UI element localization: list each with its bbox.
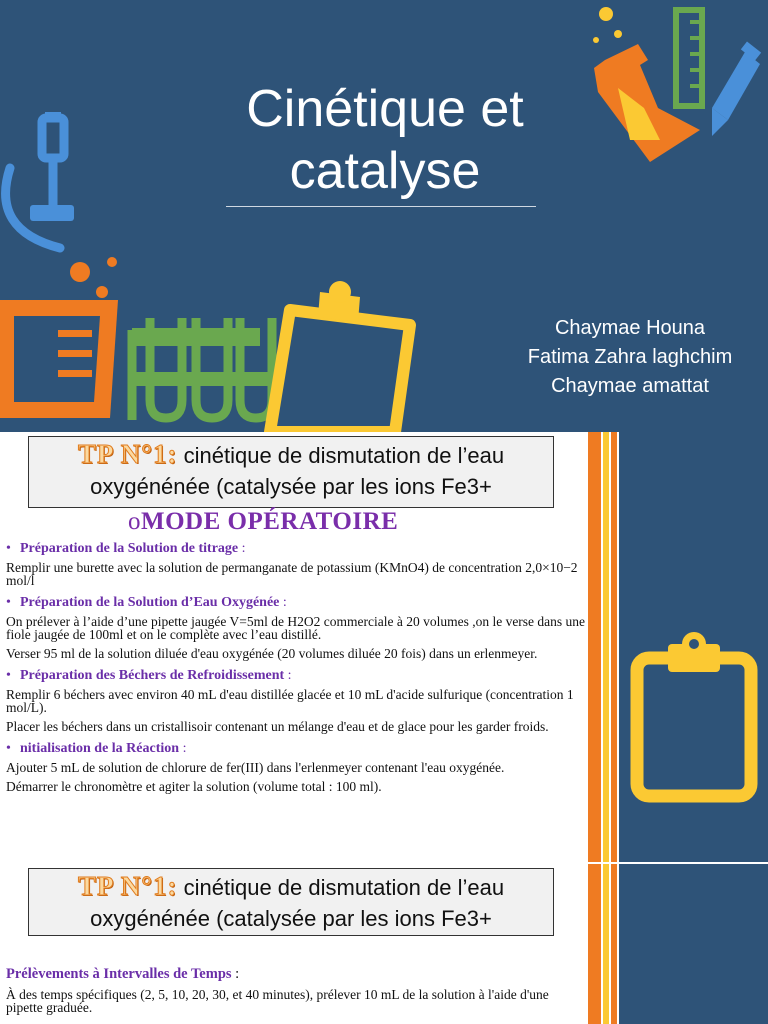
section-paragraph: Placer les béchers dans un cristallisoir contenant un mélange d'eau et de glace pour les garder froids. [6, 719, 549, 734]
section-heading-text: Prélèvements à Intervalles de Temps [6, 966, 232, 982]
tp-ion: Fe3+ [441, 474, 492, 499]
section-heading-text: Préparation de la Solution de titrage [20, 541, 239, 556]
tp-number: TP N°1: [77, 871, 178, 901]
clipboard-icon [588, 432, 768, 862]
section-paragraph: On prélever à l’aide d’une pipette jaugée V=5ml de H2O2 commerciale à 20 volumes ,on le verse dans une fiole jaugée de 100ml et on le complète avec l’eau distillé. [6, 614, 586, 642]
section-paragraph: Démarrer le chronomètre et agiter la solution (volume total : 100 ml). [6, 779, 382, 794]
title-divider [226, 206, 536, 207]
section-heading-text: Préparation des Béchers de Refroidissement [20, 668, 285, 683]
procedure-slide [0, 432, 768, 862]
section-paragraph: Remplir une burette avec la solution de permanganate de potassium (KMnO4) de concentration 2,0×10−2 mol/l [6, 560, 578, 588]
sidebar-decoration [588, 432, 768, 862]
orange-stripe [611, 864, 617, 1024]
flask-icon [593, 7, 700, 162]
author-list [500, 314, 760, 401]
section-heading-text: Préparation de la Solution d’Eau Oxygénée [20, 595, 280, 610]
title-line-1: Cinétique et [246, 80, 524, 138]
clipboard-icon [270, 281, 410, 432]
author-name: Fatima Zahra laghchim [527, 346, 733, 368]
title-slide [0, 0, 768, 432]
yellow-bar [603, 864, 609, 1024]
navy-panel [619, 864, 768, 1024]
section-paragraph: Ajouter 5 mL de solution de chlorure de fer(III) dans l'erlenmeyer contenant l'eau oxygénée. [6, 760, 505, 775]
procedure-content [6, 542, 586, 799]
bullet-o: o [128, 508, 141, 535]
author-name: Chaymae amattat [551, 375, 709, 397]
sampling-slide [0, 864, 768, 1024]
section-heading: • Préparation de la Solution de titrage : [6, 541, 246, 556]
test-tubes-icon [132, 318, 282, 420]
tp-title-box [28, 436, 554, 508]
title-line-2: catalyse [289, 142, 481, 200]
microscope-icon [6, 112, 74, 248]
author-name: Chaymae Houna [554, 317, 706, 339]
orange-bar [588, 864, 601, 1024]
section-paragraph: Verser 95 ml de la solution diluée d'eau oxygénée (20 volumes diluée 20 fois) dans un erlenmeyer. [6, 646, 538, 661]
tp-title-box [28, 868, 554, 936]
beaker-icon [0, 257, 118, 418]
section-heading: Prélèvements à Intervalles de Temps : [6, 966, 240, 982]
mode-heading [128, 508, 398, 536]
tp-title-line-1: cinétique de dismutation de l’eau [177, 443, 505, 468]
section-heading: • Préparation de la Solution d’Eau Oxygénée : [6, 595, 287, 610]
tp-ion: Fe3+ [441, 906, 492, 931]
mode-heading-text: MODE OPÉRATOIRE [141, 508, 399, 535]
tp-title-line-2: oxygénénée (catalysée par les ions [90, 906, 442, 931]
tp-number: TP N°1: [77, 439, 178, 469]
section-heading: • Préparation des Béchers de Refroidissement : [6, 668, 292, 683]
section-heading: • nitialisation de la Réaction : [6, 741, 187, 756]
pencil-icon [712, 42, 761, 136]
section-paragraph: Remplir 6 béchers avec environ 40 mL d'eau distillée glacée et 10 mL d'acide sulfurique (concentration 1 mol/L). [6, 687, 574, 715]
tp-title-line-2: oxygénénée (catalysée par les ions [90, 474, 442, 499]
presentation-title [200, 78, 570, 202]
sidebar-decoration [588, 864, 768, 1024]
section-heading-text: nitialisation de la Réaction [20, 741, 180, 756]
ruler-icon [676, 10, 702, 106]
section-paragraph: À des temps spécifiques (2, 5, 10, 20, 30, et 40 minutes), prélever 10 mL de la solution à l'aide d'une pipette graduée. [6, 987, 549, 1015]
tp-title-line-1: cinétique de dismutation de l’eau [177, 875, 505, 900]
